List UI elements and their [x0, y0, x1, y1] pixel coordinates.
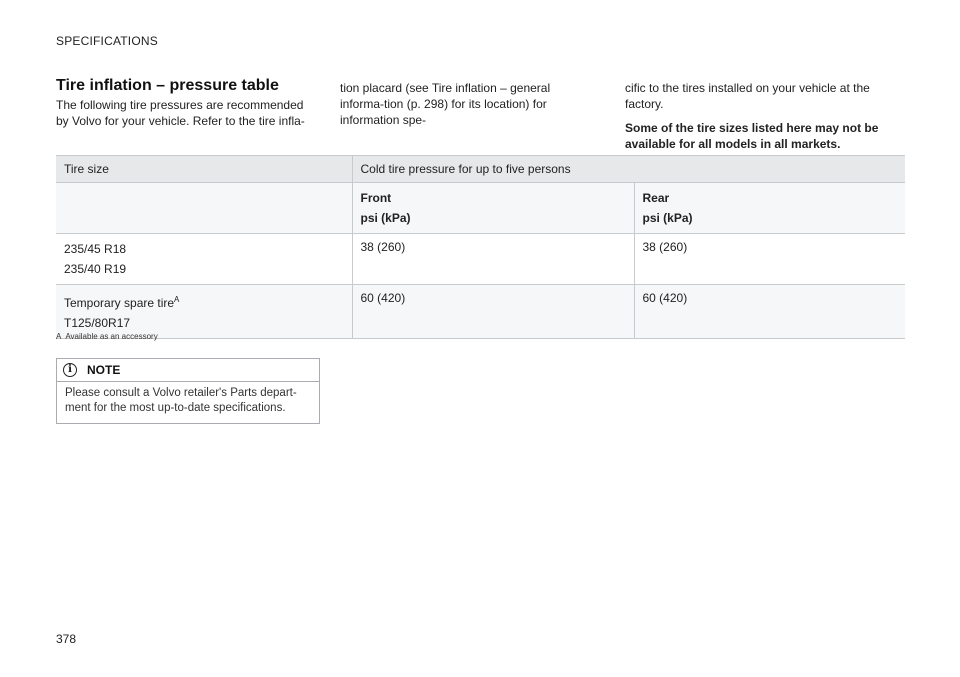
- table-row: [56, 234, 905, 285]
- tire-size-2: 235/40 R19: [64, 262, 127, 276]
- subheader-front: [352, 183, 634, 234]
- table-footnote: [56, 332, 158, 341]
- subheader-front-label: Front: [360, 191, 392, 205]
- intro-column-2-text-b: ) for its location) for information spe-: [340, 97, 547, 127]
- cell-tire-size: [56, 285, 352, 339]
- page-reference-link[interactable]: 298: [424, 97, 445, 111]
- note-body: Please consult a Volvo retailer's Parts depart-ment for the most up-to-date specifications.: [65, 387, 297, 414]
- intro-column-2-text-a: tion placard (see Tire inflation – general informa-tion (p.: [340, 81, 551, 111]
- cell-front-pressure: 60 (420): [352, 285, 634, 339]
- tire-pressure-table: [56, 155, 905, 339]
- table-row: [56, 285, 905, 339]
- subheader-rear-unit: psi (kPa): [642, 211, 693, 225]
- subheader-rear: [634, 183, 905, 234]
- note-box: [56, 358, 320, 424]
- tire-size-1: [64, 291, 344, 312]
- availability-note: Some of the tire sizes listed here may not be available for all models in all markets.: [625, 121, 879, 151]
- tire-size-1-text: Temporary spare tire: [64, 296, 175, 310]
- footnote-text: Available as an accessory: [65, 332, 158, 341]
- subheader-empty: [56, 183, 352, 234]
- intro-column-2: [340, 80, 595, 128]
- intro-column-3-text: cific to the tires installed on your vehicle at the factory.: [625, 81, 870, 111]
- cell-tire-size: [56, 234, 352, 285]
- page-title: Tire inflation – pressure table: [56, 77, 279, 94]
- tire-size-1: 235/45 R18: [64, 242, 127, 256]
- info-icon: i: [63, 363, 77, 377]
- section-header: SPECIFICATIONS: [56, 34, 158, 48]
- table-header-row: [56, 156, 905, 183]
- footnote-marker: A: [174, 295, 180, 304]
- cell-front-pressure: 38 (260): [352, 234, 634, 285]
- tire-size-2: T125/80R17: [64, 316, 131, 330]
- cell-rear-pressure: 60 (420): [634, 285, 905, 339]
- footnote-mark: A: [56, 332, 62, 341]
- intro-column-3: [625, 80, 907, 152]
- note-header: [57, 359, 319, 382]
- page-number: 378: [56, 632, 77, 646]
- note-heading: NOTE: [87, 363, 121, 377]
- subheader-rear-label: Rear: [642, 191, 670, 205]
- header-cold-pressure: Cold tire pressure for up to five persons: [352, 156, 905, 183]
- subheader-front-unit: psi (kPa): [360, 211, 411, 225]
- table-subheader-row: [56, 183, 905, 234]
- cell-rear-pressure: 38 (260): [634, 234, 905, 285]
- header-tire-size: Tire size: [56, 156, 352, 183]
- intro-column-1: The following tire pressures are recommended by Volvo for your vehicle. Refer to the tire infla-: [56, 98, 305, 128]
